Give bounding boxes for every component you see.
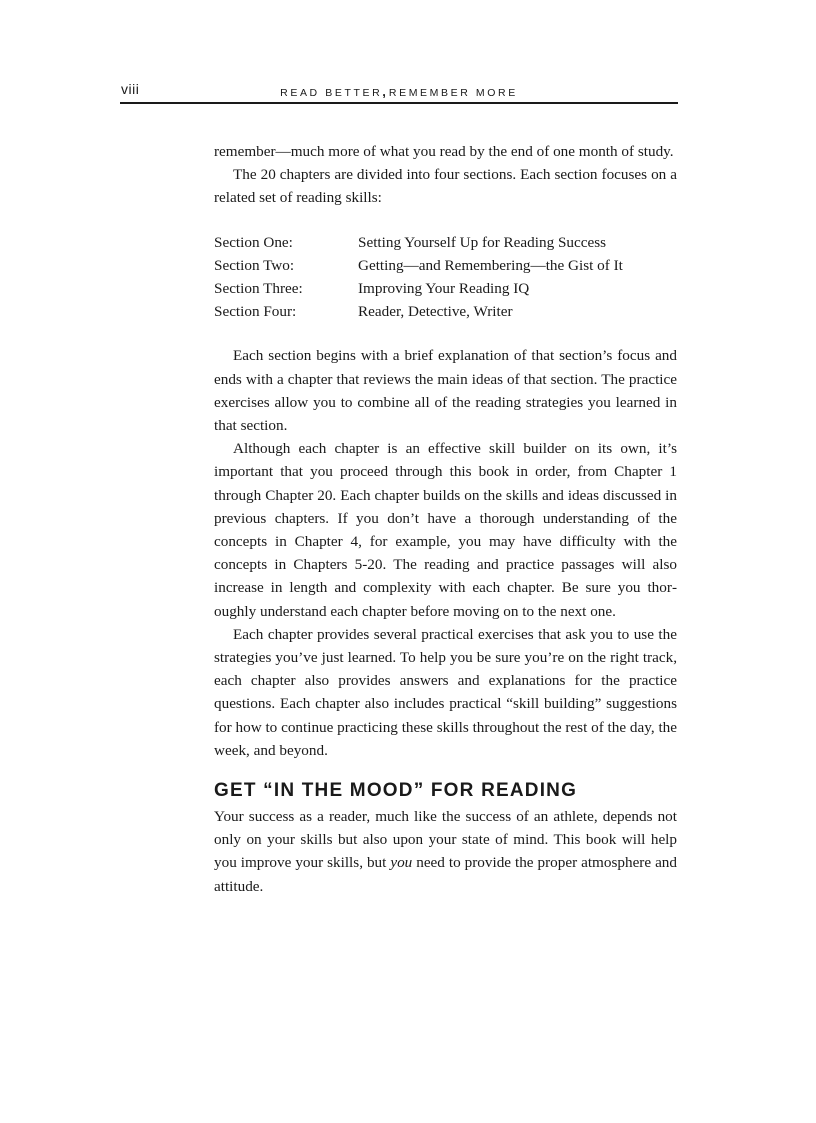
section-name: Section Three: bbox=[214, 279, 303, 297]
paragraph-section-structure: Each section begins with a brief explanation of that section’s focus and ends with a chapter that reviews the main ideas of that section. The practice exercises allow you to combine all of the reading strategies you learned in that section. bbox=[214, 347, 677, 434]
section-name: Section Two: bbox=[214, 256, 295, 274]
section-title: Getting—and Remembering—the Gist of It bbox=[358, 256, 623, 274]
page-body bbox=[214, 140, 677, 898]
section-list-item bbox=[214, 231, 677, 254]
section-title: Setting Yourself Up for Reading Success bbox=[358, 233, 607, 251]
running-head bbox=[120, 84, 678, 99]
section-name: Section One: bbox=[214, 233, 293, 251]
paragraph-mood-text-end: need to provide the proper atmosphere and attitude. bbox=[214, 854, 677, 895]
running-head-subtitle: REMEMBER MORE bbox=[388, 87, 518, 99]
emphasis-you: you bbox=[390, 854, 413, 872]
running-head-title: READ BETTER bbox=[280, 87, 383, 99]
section-list-item bbox=[214, 277, 677, 300]
paragraph-continued: remember—much more of what you read by the end of one month of study. bbox=[214, 143, 674, 160]
page-header bbox=[120, 78, 678, 104]
section-list bbox=[214, 231, 677, 324]
paragraph-sections-intro: The 20 chapters are divided into four sections. Each section focuses on a related set of reading skills: bbox=[214, 166, 677, 207]
paragraph-mood bbox=[214, 805, 677, 898]
paragraph-exercises: Each chapter provides several practical exercises that ask you to use the strategies you’ve just learned. To help you be sure you’re on the right track, each chapter also provides answers and explanations for the practice questions. Each chapter also includes practical “skill building” suggestions for how to continue practicing these skills throughout the rest of the day, the week, and beyond. bbox=[214, 625, 677, 759]
section-heading: GET “IN THE MOOD” FOR READING bbox=[214, 780, 578, 802]
page-number: viii bbox=[121, 81, 140, 97]
paragraph-chapter-order: Although each chapter is an effective skill builder on its own, it’s important that you proceed through this book in order, from Chapter 1 through Chapter 20. Each chapter builds on the skills and ideas discussed in previous chapters. If you don’t have a thorough understanding of the concepts in Chapter 4, for example, you may have difficulty with the concepts in Chapters 5-20. The reading and practice passages will also increase in length and complexity with each chapter. Be sure you thoroughly understand each chapter before moving on to the next one. bbox=[214, 440, 677, 620]
section-list-item bbox=[214, 300, 677, 323]
paragraph-mood-text-start: Your success as a reader, much like the success of an athlete, depends not only on your skills but also upon your state of mind. This book will help you improve your skills, but bbox=[214, 808, 677, 872]
section-list-item bbox=[214, 254, 677, 277]
section-title: Reader, Detective, Writer bbox=[358, 303, 513, 321]
section-title: Improving Your Reading IQ bbox=[358, 279, 530, 297]
section-name: Section Four: bbox=[214, 303, 297, 321]
running-head-comma: , bbox=[382, 84, 386, 99]
